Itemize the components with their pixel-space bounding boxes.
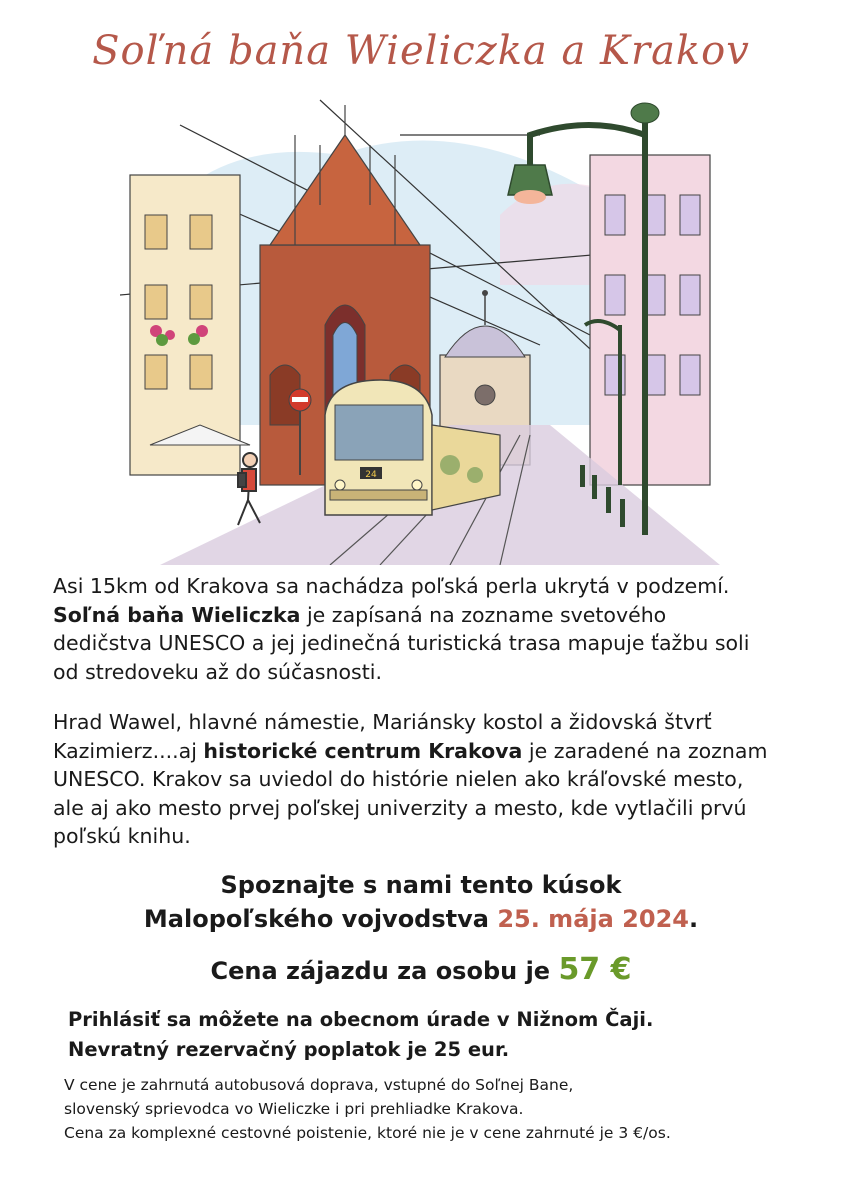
intro-line-4: od stredoveku až do súčasnosti. [53,659,382,684]
pedestrian [238,453,260,525]
signup-line-1: Prihlásiť sa môžete na obecnom úrade v Nižnom Čaji. [68,1008,654,1031]
tram-number: 24 [365,470,377,480]
krakow-line-1: Hrad Wawel, hlavné námestie, Mariánsky kostol a židovská štvrť [53,710,712,734]
headline-region: Malopoľského vojvodstva [143,905,498,933]
intro-bold-salt-mine: Soľná baňa Wieliczka [53,602,301,627]
signup-line-2: Nevratný rezervačný poplatok je 25 eur. [68,1038,510,1061]
intro-line-1: Asi 15km od Krakova sa nachádza poľská perla ukrytá v podzemí. [53,574,730,598]
note-line-1: V cene je zahrnutá autobusová doprava, vstupné do Soľnej Bane, [64,1076,574,1094]
krakow-bold-historic-centre: historické centrum Krakova [203,738,523,763]
krakow-line-5: poľskú knihu. [53,824,191,848]
krakow-line-2-pre: Kazimierz....aj [53,738,204,763]
note-line-2: slovenský sprievodca vo Wieliczke i pri prehliadke Krakova. [64,1100,524,1118]
intro-line-3: dedičstva UNESCO a jej jedinečná turistická trasa mapuje ťažbu soli [53,631,750,655]
price-label: Cena zájazdu za osobu je [210,957,559,985]
headline-period: . [688,905,699,933]
krakow-street-illustration [120,95,720,565]
note-line-3: Cena za komplexné cestovné poistenie, ktoré nie je v cene zahrnuté je 3 €/os. [64,1124,671,1142]
krakow-line-2-post: je zaradené na zoznam [522,738,768,763]
price-line [0,952,842,989]
headline-line-2 [0,902,842,936]
trip-date: 25. mája 2024 [497,905,689,933]
intro-paragraph [53,572,803,686]
intro-line-2: je zapísaná na zozname svetového [300,602,667,627]
page-title: Soľná baňa Wieliczka a Krakov [92,28,750,74]
price-value: 57 € [558,952,632,987]
krakow-line-4: ale aj ako mesto prvej poľskej univerzity a mesto, kde vytlačili prvú [53,795,747,820]
krakow-line-3: UNESCO. Krakov sa uviedol do histórie nielen ako kráľovské mesto, [53,767,744,791]
headline-line-1: Spoznajte s nami tento kúsok [220,871,622,899]
krakow-paragraph [53,708,803,851]
